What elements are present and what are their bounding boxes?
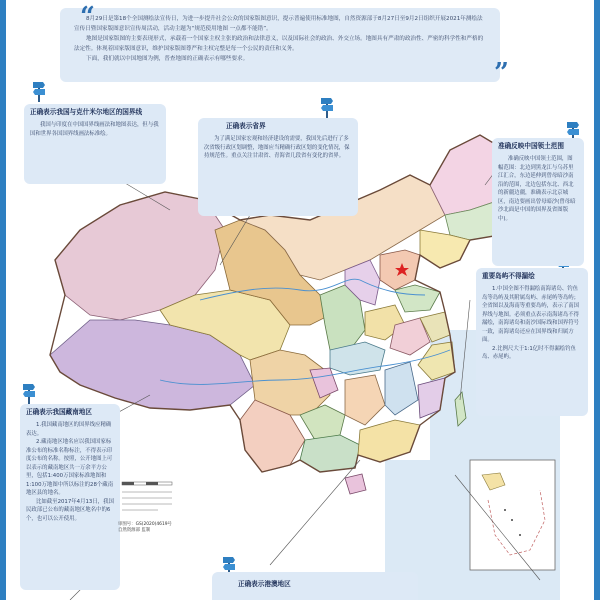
signpost-icon [22,382,36,404]
callout-body: 为了满足国家宏观和经济建设的需要，我国先后进行了多次省级行政区划调整，地图应当精确行政区划的变化情况，保持规范性。重点关注甘肃省、青海省几段省有变化的省界。 [204,136,350,159]
callout-title: 重要岛屿不得漏绘 [482,272,535,280]
callout-body: 我国与印度在中国国界线画法和地图表达，但与我国和世界各国国界线画法标准绘。 [30,122,159,137]
island-dot [519,534,521,536]
province-guangdong [358,420,420,462]
close-quote-icon: ” [494,58,509,88]
callout-paragraph: 2.藏南地区地名应以我国国家标准公布的标准名称标注，不得表示印度公布的名称。按照，公开地图上可以表示的藏南地区共一万余平方公里，包括1:400万国家标准地图和1:100万地图中所以标注的28个藏南地区县的地名。 [26,439,114,496]
callout-title: 正确表示我国藏南地区 [26,408,92,416]
intro-paragraph: 地图是国家版图的主要表现形式，承载着一个国家主权主张的政治和法律意义，以及国际社会的政治、外交立场。地图具有严肃的政治性、严密的科学性和严格的法定性。体现着国家版图意识，维护国家版图尊严和主权完整是每一个公民的责任和义务。 [74,36,484,52]
callout-india-border [24,104,166,184]
approval-number: 审图号：GS(2020)4619号 [118,522,172,527]
leader-line [270,460,360,565]
callout-hongkong [212,572,418,600]
intro-paragraph: 下面，我们就以中国地图为例，普查地图的正确表示有哪些要求。 [86,56,249,62]
callout-title: 正确表示省界 [226,122,266,130]
province-zhejiang [418,342,455,380]
open-quote-icon: “ [80,2,95,32]
island-dot [504,509,506,511]
callout-title: 正确表示港澳地区 [238,580,291,588]
province-hunan [345,375,385,425]
callout-paragraph: 1.中国全图不得漏绘南海诸岛、钓鱼岛等岛屿及其附属岛屿、赤尾屿等岛屿；全省图以及海南等重要岛屿，表示了南国界线与地图。必须重点表示南海诸岛不得漏绘，南海诸岛和南沙国际线和国界符号一致，南海诸岛还应在国界线和归属方面。 [482,286,580,343]
intro-paragraph: 8月29日是第18个全国测绘法宣传日，为进一步提升社会公众的国家版图意识，提示普遍使用标准地图，自然资源部于8月27日至9月2日组织开展2021年测绘法宣传日暨国家版图意识宣传周活动，活动主题为“规范使用地图 一点都不能错”。 [74,16,483,32]
callout-paragraph: 1.我国藏南地区的国界线应精确表达。 [26,422,112,437]
signpost-icon [320,96,334,118]
callout-title: 准确反映中国领土范围 [498,142,564,150]
callout-body: 准确反映中国领土范围，图幅范围：北边到黑龙江与乌苏里江汇合，东边延伸到曾母暗沙南沿的范围，北边包括东北、西北的新疆边疆，准确表示北京城区，南边要画出曾母暗沙(曾母暗沙北面是中国的国界及省图版中)。 [498,156,576,222]
scale-bar [118,478,178,518]
callout-paragraph: 2.比例尺大于1:1亿时不得漏绘钓鱼岛、赤尾屿。 [482,345,576,360]
province-jiangxi [385,362,418,415]
callout-islands [476,268,588,416]
callout-provinces [198,118,358,216]
publisher-label: 自然资源部 监制 [118,528,151,533]
callout-title: 正确表示我国与克什米尔地区的国界线 [30,108,143,116]
island-dot [511,519,513,521]
province-hainan [345,474,366,494]
callout-diaoyu [492,138,584,266]
province-guangxi [300,435,360,472]
scale-card [118,478,178,548]
callout-paragraph: 比如截至2017年4月13日，我国民政部已公布的藏南地区地名中的6个，也可以公开使用。 [26,498,114,522]
intro-panel [60,8,500,82]
callout-tibet [20,404,120,590]
signpost-icon [32,80,46,102]
